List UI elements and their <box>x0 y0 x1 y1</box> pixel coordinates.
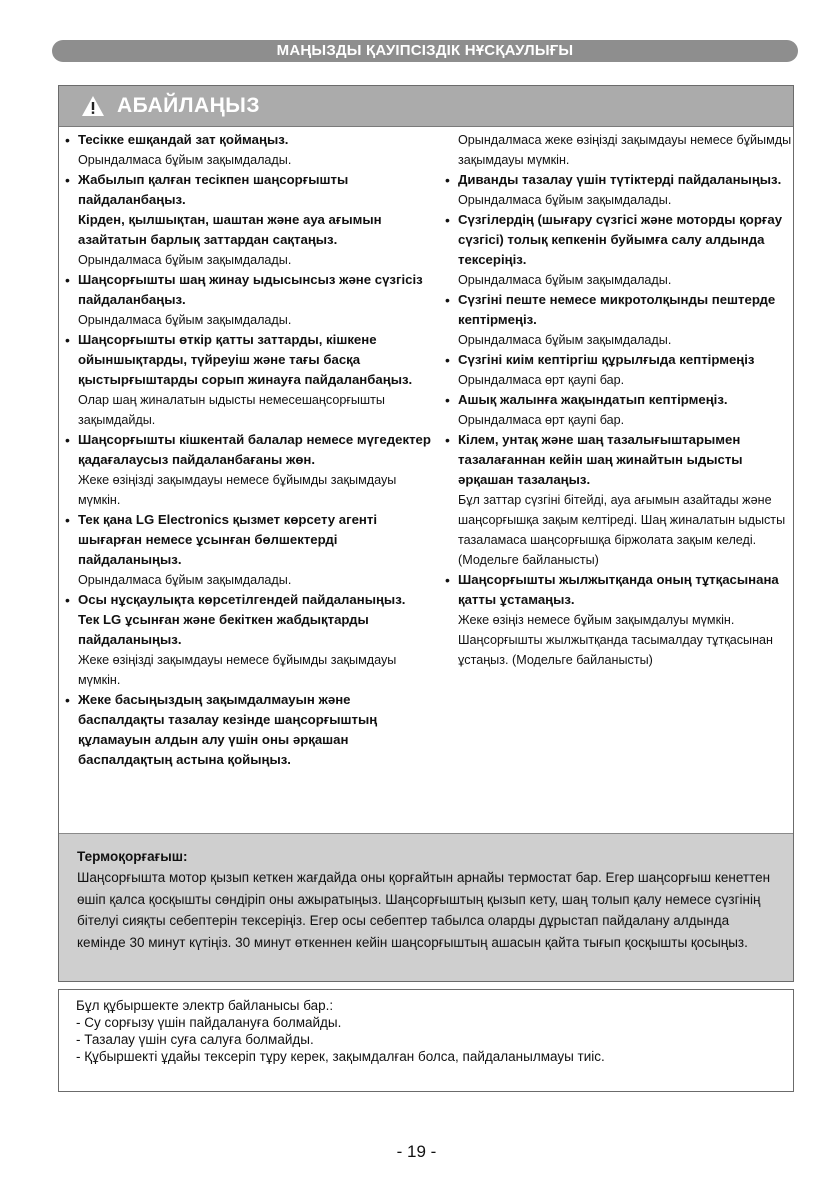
list-item: Тек LG ұсынған және бекіткен жабдықтарды пайдаланыңыз. Жеке өзіңізді зақымдауы немесе бұйымды зақымдауы мүмкін. <box>78 612 397 687</box>
page-number: - 19 - <box>396 1142 437 1161</box>
thermo-protector-section <box>59 833 793 981</box>
caution-box <box>58 85 794 982</box>
list-item: • Сүзгіні киім кептіргіш құрылғыда кептірмеңіз Орындалмаса өрт қаупі бар. <box>443 350 793 390</box>
list-item: • Шаңсорғышты шаң жинау ыдысынсыз және сүзгісіз пайдаланбаңыз. Орындалмаса бұйым зақымдалады. <box>63 270 435 330</box>
caution-title-bar <box>59 86 793 127</box>
list-item: • Сүзгілердің (шығару сүзгісі және моторды қорғау сүзгісі) толық кепкенін буйымға салу алдында тексеріңіз. Орындалмаса бұйым зақымдалады. <box>443 210 793 290</box>
left-column <box>63 130 435 770</box>
hose-line: Бұл құбыршекте электр байланысы бар.: <box>76 998 334 1013</box>
list-item: • Шаңсорғышты жылжытқанда оның тұтқасынана қатты ұстамаңыз. Жеке өзіңіз немесе бұйым зақымдалуы мүмкін. Шаңсорғышты жылжытқанда тасымалдау тұтқасынан ұстаңыз. (Модельге байланысты) <box>443 570 793 670</box>
hose-line: - Тазалау үшін суға салуға болмайды. <box>76 1032 314 1047</box>
caution-columns <box>59 130 793 830</box>
list-item: • Диванды тазалау үшін түтіктерді пайдаланыңыз. Орындалмаса бұйым зақымдалады. <box>443 170 793 210</box>
list-item: • Ашық жалынға жақындатып кептірмеңіз. Орындалмаса өрт қаупі бар. <box>443 390 793 430</box>
section-header: МАҢЫЗДЫ ҚАУІПСІЗДІК НҰСҚАУЛЫҒЫ <box>52 40 798 62</box>
thermo-text: Шаңсорғышта мотор қызып кеткен жағдайда оны қорғайтын арнайы термостат бар. Егер шаңсорғыш кенеттен өшіп қалса қосқышты сөндіріп оны ажыратыңыз. Шаңсорғыштың қызып кету, шаң толып қалу немесе сүзгінің бітелуі сияқты себептерін тексеріңіз. Егер осы себептер табылса оларды дұрыстап пайдалану алдында кемінде 30 минут күтіңіз. 30 минут өткеннен кейін шаңсорғыштың ашасын қайта тығып қосқышты қосыңыз. <box>77 870 771 950</box>
thermo-title: Термоқорғағыш: <box>77 849 188 864</box>
list-item: • Тесікке ешқандай зат қоймаңыз. Орындалмаса бұйым зақымдалады. <box>63 130 435 170</box>
list-item: • Жеке басыңыздың зақымдалмауын және баспалдақты тазалау кезінде шаңсорғыштың құламауын алдын алу үшін оны әрқашан баспалдақтың астына қойыңыз. <box>63 690 435 770</box>
list-item: • Тек қана LG Electronics қызмет көрсету агенті шығарған немесе ұсынған бөлшектерді пайдаланыңыз. Орындалмаса бұйым зақымдалады. <box>63 510 435 590</box>
hose-line: - Су сорғызу үшін пайдалануға болмайды. <box>76 1015 342 1030</box>
warning-triangle-icon <box>81 95 105 117</box>
list-item: • Кілем, унтақ және шаң тазалығыштарымен тазалағаннан кейін шаң жинайтын ыдысты әрқашан тазалаңыз. Бұл заттар сүзгіні бітейді, ауа ағымын азайтады және шаңсорғышқа зақым келтіреді. Шаң жиналатын ыдысты тазаламаса шаңсорғышқа біржолата зақым келеді. (Модельге байланысты) <box>443 430 793 570</box>
list-item: Орындалмаса жеке өзіңізді зақымдауы немесе бұйымды зақымдауы мүмкін. <box>458 133 792 167</box>
caution-title: АБАЙЛАҢЫЗ <box>117 94 260 117</box>
right-column <box>443 130 793 670</box>
list-item: • Жабылып қалған тесікпен шаңсорғышты пайдаланбаңыз. <box>63 170 435 210</box>
list-item: Кірден, қылшықтан, шаштан және ауа ағымын азайтатын барлық заттардан сақтаңыз. Орындалмаса бұйым зақымдалады. <box>78 212 382 267</box>
list-item: • Шаңсорғышты өткір қатты заттарды, кішкене ойыншықтарды, түйреуіш және тағы басқа қыстырғыштарды сорып жинауға пайдаланбаңыз. Олар шаң жиналатын ыдысты немесешаңсорғышты зақымдайды. <box>63 330 435 430</box>
list-item: • Сүзгіні пеште немесе микротолқынды пештерде кептірмеңіз. Орындалмаса бұйым зақымдалады. <box>443 290 793 350</box>
hose-notice-box <box>58 989 794 1092</box>
hose-line: - Құбыршекті ұдайы тексеріп тұру керек, зақымдалған болса, пайдаланылмауы тиіс. <box>76 1049 605 1064</box>
list-item: • Осы нұсқаулықта көрсетілгендей пайдаланыңыз. <box>63 590 435 610</box>
list-item: • Шаңсорғышты кішкентай балалар немесе мүгедектер қадағалаусыз пайдаланбағаны жөн. Жеке өзіңізді зақымдауы немесе бұйымды зақымдауы мүмкін. <box>63 430 435 510</box>
